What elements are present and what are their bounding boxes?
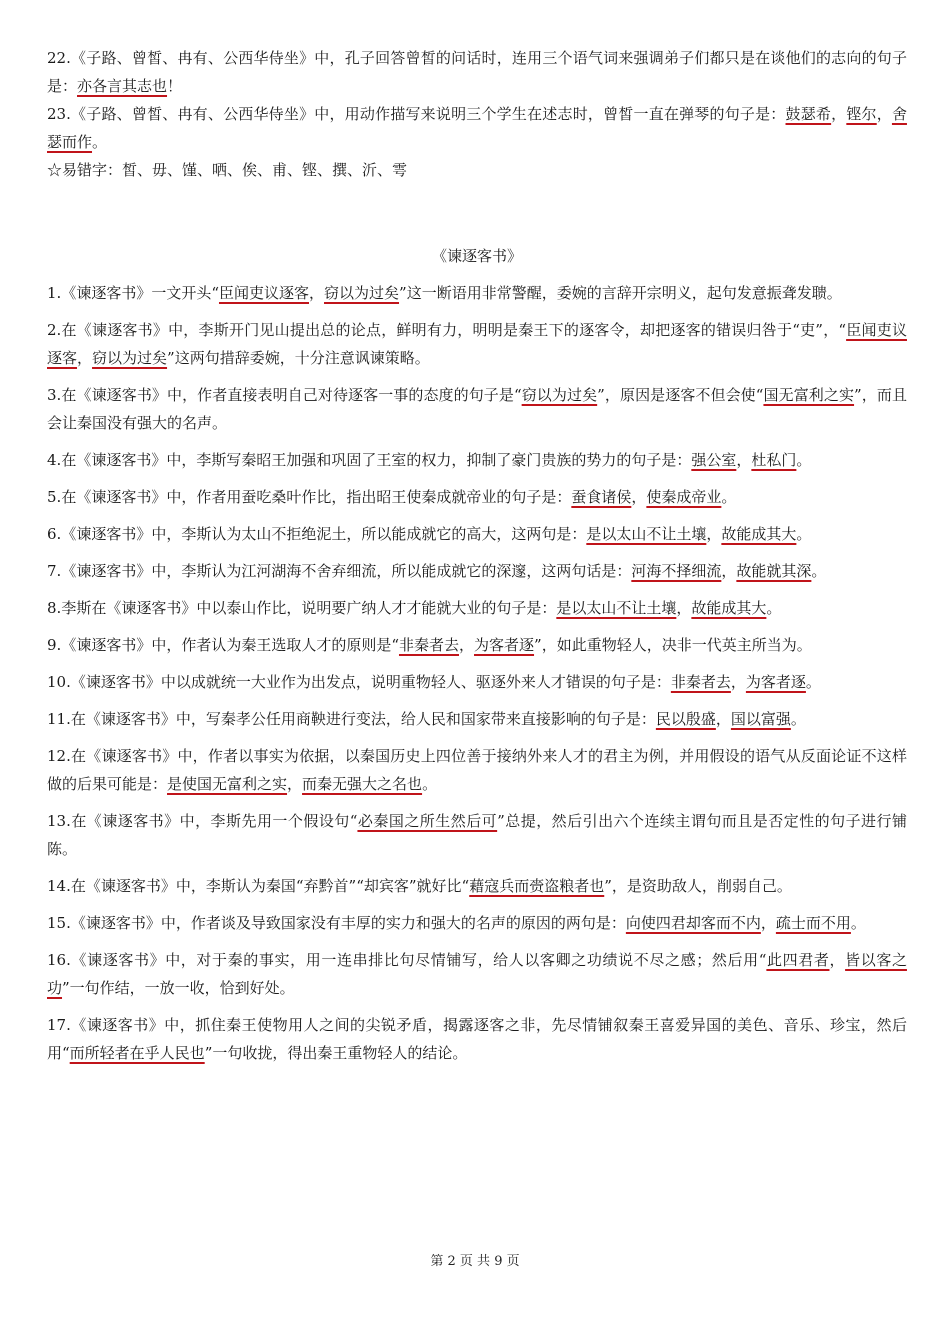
question-item [47, 631, 907, 659]
answer-sentence: 舍瑟而作 [47, 105, 907, 151]
question-text: ， [706, 525, 722, 543]
question-text: ”，是资助敌人，削弱自己。 [604, 877, 792, 895]
answer-sentence: 为客者逐 [474, 636, 535, 654]
question-item [47, 872, 907, 900]
question-item [47, 44, 907, 100]
question-number: 17. [47, 1016, 71, 1034]
question-text: 。 [796, 451, 812, 469]
question-list [47, 279, 907, 1067]
answer-sentence: 铿尔 [846, 105, 877, 123]
question-text: 在《谏逐客书》中，写秦孝公任用商鞅进行变法，给人民和国家带来直接影响的句子是： [70, 710, 656, 728]
question-text: ， [459, 636, 475, 654]
question-text: 《谏逐客书》中，对于秦的事实，用一连串排比句尽情铺写，给人以客卿之功绩说不尽之感；然后用“ [70, 951, 767, 969]
footer-prefix: 第 [430, 1254, 444, 1269]
answer-sentence: 蚕食诸侯 [571, 488, 632, 506]
question-item [47, 316, 907, 372]
answer-sentence: 河海不择细流 [631, 562, 722, 580]
question-item [47, 446, 907, 474]
question-text: 《谏逐客书》中，作者认为秦王选取人才的原则是“ [61, 636, 399, 654]
question-text: ， [631, 488, 647, 506]
answer-sentence: 民以殷盛 [655, 710, 716, 728]
answer-sentence: 向使四君却客而不内 [625, 914, 761, 932]
question-number: 14. [47, 877, 71, 895]
question-text: 在《谏逐客书》中，李斯认为秦国“弃黔首”“却宾客”就好比“ [70, 877, 470, 895]
question-text: 。 [850, 914, 866, 932]
question-text: ”这一断语用非常警醒，委婉的言辞开宗明义，起句发意振聋发聩。 [399, 284, 842, 302]
question-text: 在《谏逐客书》中，李斯开门见山提出总的论点，鲜明有力，明明是秦王下的逐客令，却把逐客的错误归咎于“吏”，“ [61, 321, 847, 339]
answer-sentence: 臣闻吏议逐客 [47, 321, 907, 367]
question-number: 4. [47, 451, 62, 469]
answer-sentence: 此四君者 [766, 951, 830, 969]
answer-sentence: 是以太山不让土壤 [556, 599, 677, 617]
question-text: ， [736, 451, 752, 469]
question-number: 10. [47, 673, 71, 691]
question-text: 《子路、曾皙、冉有、公西华侍坐》中，孔子回答曾皙的问话时，连用三个语气词来强调弟子们都只是在谈他们的志向的句子是： [47, 49, 907, 95]
question-text: 。 [92, 133, 108, 151]
footer-suffix: 页 [506, 1254, 520, 1269]
question-text: 。 [796, 525, 812, 543]
section-title: 《谏逐客书》 [431, 247, 522, 265]
question-text: 《谏逐客书》中，作者谈及导致国家没有丰厚的实力和强大的名声的原因的两句是： [70, 914, 626, 932]
question-number: 9. [47, 636, 62, 654]
question-item [47, 557, 907, 585]
question-item [47, 100, 907, 156]
question-text: 。 [805, 673, 821, 691]
question-number: 3. [47, 386, 62, 404]
question-text: 在《谏逐客书》中，李斯先用一个假设句“ [70, 812, 358, 830]
footer-total-pages: 9 [494, 1254, 503, 1269]
answer-sentence: 是以太山不让土壤 [586, 525, 707, 543]
question-number: 12. [47, 747, 71, 765]
answer-sentence: 鼓瑟希 [785, 105, 832, 123]
question-text: ”这两句措辞委婉，十分注意讽谏策略。 [167, 349, 430, 367]
answer-sentence: 疏士而不用 [775, 914, 851, 932]
question-text: 。 [422, 775, 438, 793]
question-number: 2. [47, 321, 62, 339]
page-footer [0, 1250, 950, 1269]
question-item [47, 156, 907, 184]
answer-sentence: 臣闻吏议逐客 [218, 284, 309, 302]
footer-page-number: 2 [447, 1254, 456, 1269]
question-number: 7. [47, 562, 62, 580]
answer-sentence: 窃以为过矣 [521, 386, 598, 404]
question-text: ， [760, 914, 776, 932]
question-text: 《谏逐客书》中以成就统一大业作为出发点，说明重物轻人、驱逐外来人才错误的句子是： [70, 673, 671, 691]
answer-sentence: 窃以为过矣 [324, 284, 400, 302]
question-text: ， [287, 775, 303, 793]
question-text: ”一句收拢，得出秦王重物轻人的结论。 [204, 1044, 468, 1062]
question-number: 23. [47, 105, 71, 123]
question-item [47, 381, 907, 437]
question-item [47, 909, 907, 937]
question-number: 6. [47, 525, 62, 543]
answer-sentence: 故能成其大 [691, 599, 767, 617]
question-text: ， [715, 710, 731, 728]
question-text: ， [829, 951, 846, 969]
question-text: ”，如此重物轻人，决非一代英主所当为。 [534, 636, 812, 654]
question-item [47, 668, 907, 696]
question-text: 在《谏逐客书》中，作者用蚕吃桑叶作比，指出昭王使秦成就帝业的句子是： [61, 488, 572, 506]
question-text: 在《谏逐客书》中，李斯写秦昭王加强和巩固了王室的权力，抑制了豪门贵族的势力的句子是： [61, 451, 692, 469]
answer-sentence: 亦各言其志也 [77, 77, 168, 95]
question-number: 16. [47, 951, 71, 969]
answer-sentence: 故能成其大 [721, 525, 797, 543]
question-number: 13. [47, 812, 71, 830]
answer-sentence: 而所轻者在乎人民也 [69, 1044, 205, 1062]
question-text: ”，原因是逐客不但会使“ [597, 386, 764, 404]
question-number: 8. [47, 599, 62, 617]
answer-sentence: 为客者逐 [745, 673, 806, 691]
question-text: 。 [766, 599, 782, 617]
answer-sentence: 强公室 [691, 451, 737, 469]
question-text: 。 [790, 710, 806, 728]
answer-sentence: 必秦国之所生然后可 [357, 812, 498, 830]
question-number: 1. [47, 284, 62, 302]
answer-sentence: 皆以客之功 [47, 951, 907, 997]
question-text: 《谏逐客书》一文开头“ [61, 284, 219, 302]
question-text: ☆易错字：皙、毋、馑、哂、俟、甫、铿、撰、沂、雩 [47, 161, 408, 179]
question-number: 11. [47, 710, 71, 728]
question-item [47, 1011, 907, 1067]
question-text: 。 [721, 488, 737, 506]
question-item [47, 807, 907, 863]
question-text: 《谏逐客书》中，李斯认为太山不拒绝泥土，所以能成就它的高大，这两句是： [61, 525, 587, 543]
answer-sentence: 非秦者去 [398, 636, 459, 654]
answer-sentence: 是使国无富利之实 [167, 775, 288, 793]
question-item [47, 594, 907, 622]
answer-sentence: 藉寇兵而赍盗粮者也 [469, 877, 605, 895]
question-text: ”，而且会让秦国没有强大的名声。 [47, 386, 907, 432]
question-item [47, 520, 907, 548]
question-text: ！ [167, 77, 183, 95]
question-text: 。 [811, 562, 827, 580]
top-question-block [47, 44, 907, 184]
answer-sentence: 故能就其深 [736, 562, 812, 580]
question-number: 5. [47, 488, 62, 506]
answer-sentence: 非秦者去 [670, 673, 731, 691]
answer-sentence: 使秦成帝业 [646, 488, 722, 506]
question-text: 《子路、曾皙、冉有、公西华侍坐》中，用动作描写来说明三个学生在述志时，曾皙一直在弹琴的句子是： [70, 105, 786, 123]
question-text: ， [309, 284, 325, 302]
question-number: 15. [47, 914, 71, 932]
question-text: 李斯在《谏逐客书》中以泰山作比，说明要广纳人才才能就大业的句子是： [61, 599, 557, 617]
footer-middle: 页 共 [459, 1254, 491, 1269]
answer-sentence: 国无富利之实 [763, 386, 855, 404]
question-text: 在《谏逐客书》中，作者以事实为依据，以秦国历史上四位善于接纳外来人才的君主为例，并用假设的语气从反面论证不这样做的后果可能是： [47, 747, 907, 793]
question-text: ， [730, 673, 746, 691]
question-text: ”总提，然后引出六个连续主谓句而且是否定性的句子进行铺陈。 [47, 812, 907, 858]
question-item [47, 946, 907, 1002]
question-text: ， [77, 349, 93, 367]
question-text: ， [676, 599, 692, 617]
answer-sentence: 窃以为过矣 [92, 349, 168, 367]
document-page [47, 44, 907, 1067]
question-text: ， [721, 562, 737, 580]
question-number: 22. [47, 49, 71, 67]
question-item [47, 279, 907, 307]
question-text: 在《谏逐客书》中，作者直接表明自己对待逐客一事的态度的句子是“ [61, 386, 522, 404]
question-text: 《谏逐客书》中，抓住秦王使物用人之间的尖锐矛盾，揭露逐客之非，先尽情铺叙秦王喜爱异国的美色、音乐、珍宝，然后用“ [47, 1016, 907, 1062]
answer-sentence: 国以富强 [730, 710, 791, 728]
answer-sentence: 杜私门 [751, 451, 797, 469]
question-text: ， [876, 105, 892, 123]
question-text: ”一句作结，一放一收，恰到好处。 [62, 979, 295, 997]
question-item [47, 705, 907, 733]
answer-sentence: 而秦无强大之名也 [302, 775, 423, 793]
question-item [47, 742, 907, 798]
question-item [47, 483, 907, 511]
question-text: 《谏逐客书》中，李斯认为江河湖海不舍弃细流，所以能成就它的深邃，这两句话是： [61, 562, 632, 580]
question-text: ， [831, 105, 847, 123]
